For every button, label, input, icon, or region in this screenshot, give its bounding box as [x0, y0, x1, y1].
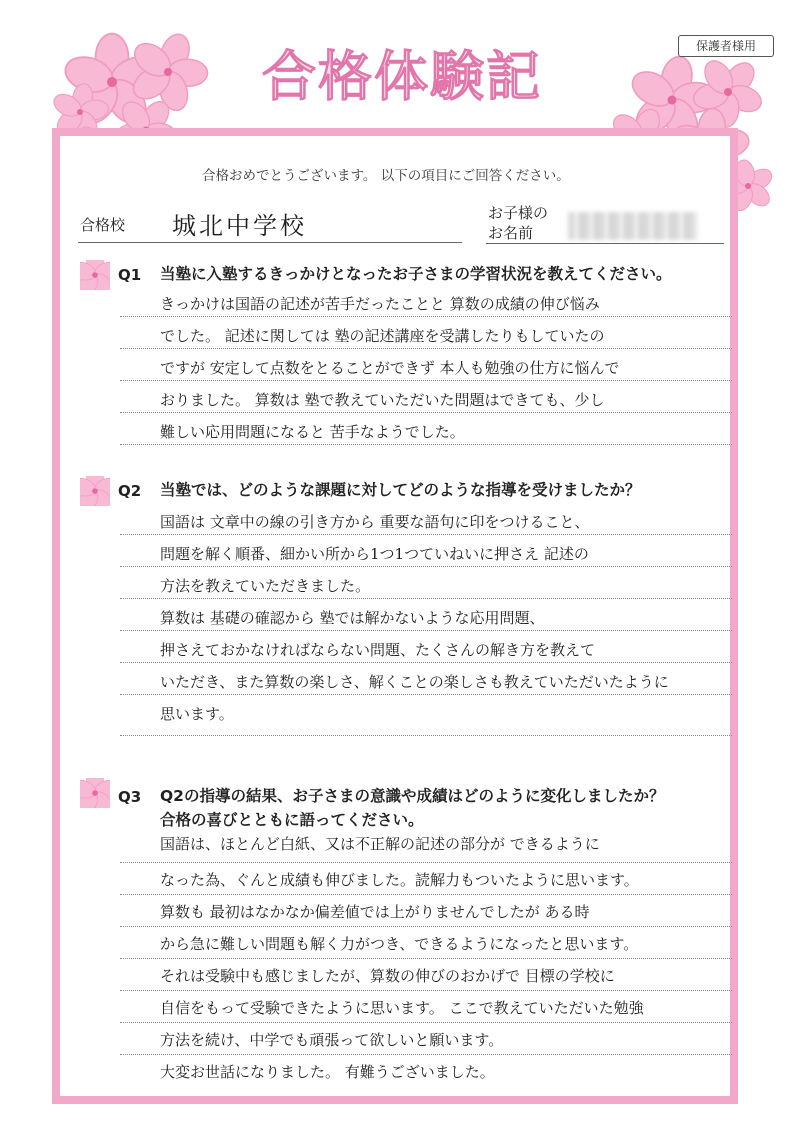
answer-line	[120, 598, 732, 599]
answer-line	[120, 862, 732, 863]
q2-answer-line: 方法を教えていただきました。	[160, 577, 371, 595]
q1-answer-line: ですが 安定して点数をとることができず 本人も勉強の仕方に悩んで	[160, 359, 620, 377]
q2-answer-line: 押さえておかなければならない問題、たくさんの解き方を教えて	[160, 641, 596, 659]
q1-answer-line: 難しい応用問題になると 苦手なようでした。	[160, 423, 465, 441]
answer-line	[120, 630, 732, 631]
q1-answer-line: おりました。 算数は 塾で教えていただいた問題はできても、少し	[160, 391, 605, 409]
q3-question-line: 合格の喜びとともに語ってください。	[160, 811, 424, 829]
q2-question-line: 当塾では、どのような課題に対してどのような指導を受けましたか？	[160, 481, 641, 499]
q2-number: Q2	[118, 482, 142, 500]
q3-number: Q3	[118, 788, 142, 806]
q1-answer-line: きっかけは国語の記述が苦手だったことと 算数の成績の伸び悩み	[160, 295, 600, 313]
child-name-underline	[486, 243, 724, 244]
q3-answer-line: 国語は、ほとんど白紙、又は不正解の記述の部分が できるように	[160, 835, 600, 853]
school-underline	[78, 242, 462, 243]
q1-number: Q1	[118, 266, 142, 284]
answer-line	[120, 444, 732, 445]
q2-answer-line: 思います。	[160, 705, 234, 723]
q1-question	[160, 262, 672, 286]
q3-answer-line: 自信をもって受験できたように思います。 ここで教えていただいた勉強	[160, 999, 644, 1017]
greeting-text: 合格おめでとうございます。 以下の項目にご回答ください。	[202, 168, 570, 184]
answer-line	[120, 735, 732, 736]
q2-answer-line: 問題を解く順番、細かい所から1つ1つていねいに押さえ 記述の	[160, 545, 589, 563]
cherry-blossom-icon	[80, 778, 110, 808]
answer-line	[120, 534, 732, 535]
cherry-blossom-icon	[80, 476, 110, 506]
q3-answer-line: 方法を続け、中学でも頑張って欲しいと願います。	[160, 1031, 504, 1049]
q1-answer-line: でした。 記述に関しては 塾の記述講座を受講したりもしていたの	[160, 327, 605, 345]
audience-badge: 保護者様用	[678, 35, 774, 57]
q2-question	[160, 478, 641, 502]
school-label: 合格校	[80, 216, 126, 234]
q1-question-line: 当塾に入塾するきっかけとなったお子さまの学習状況を教えてください。	[160, 265, 672, 283]
answer-line	[120, 894, 732, 895]
school-name-value: 城北中学校	[172, 212, 307, 240]
answer-line	[120, 412, 732, 413]
answer-line	[120, 1022, 732, 1023]
q3-question-line: Q2の指導の結果、お子さまの意識や成績はどのように変化しましたか？	[160, 787, 665, 805]
q3-answer-line: 大変お世話になりました。 有難うございました。	[160, 1063, 495, 1081]
answer-line	[120, 990, 732, 991]
child-name-label-line1: お子様の	[488, 204, 549, 222]
q3-answer-line: なった為、ぐんと成績も伸びました。読解力もついたように思います。	[160, 871, 639, 889]
child-name-label	[488, 203, 548, 243]
page-title: 合格体験記	[262, 45, 542, 108]
redacted-name	[568, 212, 698, 240]
answer-line	[120, 566, 732, 567]
answer-line	[120, 926, 732, 927]
answer-line	[120, 662, 732, 663]
q3-answer-line: から急に難しい問題も解く力がつき、できるようになったと思います。	[160, 935, 639, 953]
answer-line	[120, 348, 732, 349]
q3-answer-line: 算数も 最初はなかなか偏差値では上がりませんでしたが ある時	[160, 903, 590, 921]
child-name-label-line2: お名前	[488, 224, 534, 242]
answer-line	[120, 958, 732, 959]
answer-line	[120, 380, 732, 381]
answer-line	[120, 694, 732, 695]
answer-line	[120, 316, 732, 317]
cherry-blossom-icon	[80, 260, 110, 290]
answer-line	[120, 1054, 732, 1055]
q2-answer-line: いただき、また算数の楽しさ、解くことの楽しさも教えていただいたように	[160, 673, 669, 691]
q3-answer-line: それは受験中も感じましたが、算数の伸びのおかげで 目標の学校に	[160, 967, 615, 985]
q3-question	[160, 784, 664, 832]
q2-answer-line: 算数は 基礎の確認から 塾では解かないような応用問題、	[160, 609, 545, 627]
q2-answer-line: 国語は 文章中の線の引き方から 重要な語句に印をつけること、	[160, 513, 590, 531]
